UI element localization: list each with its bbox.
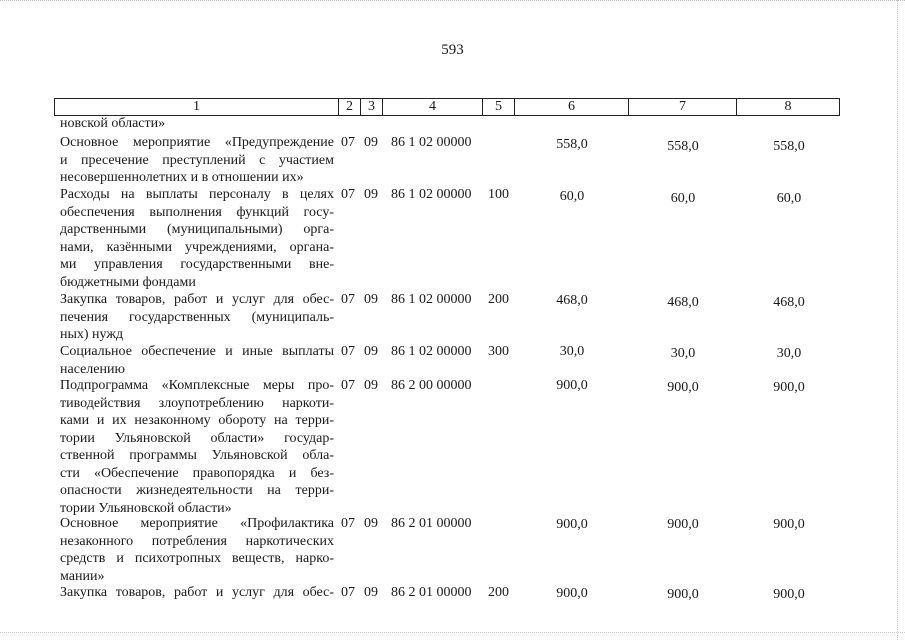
description-line: Подпрограмма «Комплексные меры про-	[60, 378, 334, 393]
cell-subsection: 09	[364, 135, 378, 150]
cell-amount-col7: 900,0	[667, 587, 699, 602]
description-line: Основное мероприятие «Предупреждение	[60, 135, 334, 150]
description-line: и пресечение преступлений с участием	[60, 152, 334, 168]
header-col-8: 8	[784, 99, 792, 114]
cell-amount-col6: 30,0	[559, 344, 585, 359]
description-line: тории Ульяновской области» государ-	[60, 430, 334, 446]
table-row-description	[60, 115, 334, 133]
header-col-6: 6	[515, 99, 629, 115]
description-line: обеспечения выполнения функций госу-	[60, 204, 334, 220]
table-row-description	[60, 186, 334, 291]
table-row-description	[60, 377, 334, 517]
cell-target-article: 86 1 02 00000	[391, 292, 472, 307]
cell-subsection: 09	[364, 187, 378, 202]
description-line: незаконного потребления наркотических	[60, 533, 334, 549]
cell-target-article: 86 1 02 00000	[391, 344, 472, 359]
cell-subsection: 09	[364, 344, 378, 359]
header-col-3: 3	[361, 99, 383, 115]
cell-target-article: 86 1 02 00000	[391, 187, 472, 202]
cell-section: 07	[341, 187, 355, 202]
header-col-1: 1	[55, 99, 339, 115]
header-col-4: 4	[383, 99, 483, 115]
table-row-description	[60, 134, 334, 187]
description-line: бюджетными фондами	[60, 274, 196, 290]
description-line: тории Ульяновской области»	[60, 500, 232, 516]
cell-amount-col6: 900,0	[556, 517, 588, 532]
description-line: ственной программы Ульяновской обла-	[60, 448, 334, 463]
description-line: ных) нужд	[60, 327, 124, 342]
cell-amount-col7: 900,0	[667, 517, 699, 532]
cell-amount-col7: 558,0	[667, 139, 699, 154]
description-line: Расходы на выплаты персоналу в целях	[60, 187, 334, 202]
cell-amount-col7: 60,0	[670, 191, 696, 206]
header-col-5: 5	[483, 99, 515, 115]
cell-subsection: 09	[364, 585, 378, 600]
description-line: сти «Обеспечение правопорядка и без-	[60, 465, 334, 481]
cell-amount-col8: 900,0	[773, 517, 805, 532]
cell-amount-col8: 30,0	[776, 346, 802, 361]
cell-section: 07	[341, 135, 355, 150]
cell-amount-col7: 30,0	[670, 346, 696, 361]
cell-section: 07	[341, 378, 355, 393]
description-line: Закупка товаров, работ и услуг для обес-	[60, 292, 334, 307]
table-row-description	[60, 515, 334, 585]
header-col-2: 2	[339, 99, 361, 115]
cell-amount-col8: 558,0	[773, 139, 805, 154]
cell-amount-col8: 900,0	[773, 587, 805, 602]
cell-section: 07	[341, 516, 355, 531]
description-line: ками и их незаконному обороту на терри-	[60, 413, 334, 428]
cell-expense-type: 200	[488, 292, 509, 307]
cell-subsection: 09	[364, 378, 378, 393]
table-row-description	[60, 343, 334, 378]
cell-expense-type: 100	[488, 187, 509, 202]
cell-subsection: 09	[364, 516, 378, 531]
scan-edge-top	[0, 0, 905, 7]
description-line: новской области»	[60, 116, 166, 131]
cell-section: 07	[341, 344, 355, 359]
cell-expense-type: 300	[488, 344, 509, 359]
cell-amount-col8: 60,0	[776, 191, 802, 206]
description-line: печения государственных (муниципаль-	[60, 309, 334, 325]
description-line: опасности жизнедеятельности на терри-	[60, 483, 334, 498]
description-line: мании»	[60, 568, 105, 584]
description-line: нами, казёнными учреждениями, органа-	[60, 239, 334, 255]
description-line: средств и психотропных веществ, нарко-	[60, 551, 334, 566]
cell-amount-col8: 900,0	[773, 380, 805, 395]
description-line: несовершеннолетних и в отношении их»	[60, 170, 304, 185]
cell-amount-col6: 60,0	[559, 189, 585, 204]
cell-subsection: 09	[364, 292, 378, 307]
header-col-7: 7	[629, 99, 737, 115]
description-line: Социальное обеспечение и иные выплаты	[60, 344, 334, 359]
description-line: ми управления государственными вне-	[60, 257, 334, 272]
cell-amount-col6: 900,0	[556, 586, 588, 601]
cell-amount-col7: 468,0	[667, 295, 699, 310]
scan-edge-bottom	[0, 632, 905, 634]
cell-amount-col6: 558,0	[556, 137, 588, 152]
cell-section: 07	[341, 585, 355, 600]
cell-amount-col6: 468,0	[556, 293, 588, 308]
scan-edge-right	[897, 0, 899, 640]
cell-amount-col6: 900,0	[556, 378, 588, 393]
description-line: Закупка товаров, работ и услуг для обес-	[60, 585, 334, 600]
cell-amount-col8: 468,0	[773, 295, 805, 310]
description-line: дарственными (муниципальными) орга-	[60, 222, 334, 237]
cell-expense-type: 200	[488, 585, 509, 600]
cell-section: 07	[341, 292, 355, 307]
table-row-description	[60, 291, 334, 344]
cell-target-article: 86 2 00 00000	[391, 378, 472, 393]
cell-target-article: 86 1 02 00000	[391, 135, 472, 150]
page-number: 593	[441, 42, 464, 58]
table-row-description	[60, 584, 334, 602]
description-line: тиводействия злоупотреблению наркоти-	[60, 395, 334, 411]
description-line: Основное мероприятие «Профилактика	[60, 516, 334, 531]
cell-amount-col7: 900,0	[667, 380, 699, 395]
table-header-row	[54, 98, 840, 116]
description-line: населению	[60, 361, 125, 377]
cell-target-article: 86 2 01 00000	[391, 585, 472, 600]
cell-target-article: 86 2 01 00000	[391, 516, 472, 531]
